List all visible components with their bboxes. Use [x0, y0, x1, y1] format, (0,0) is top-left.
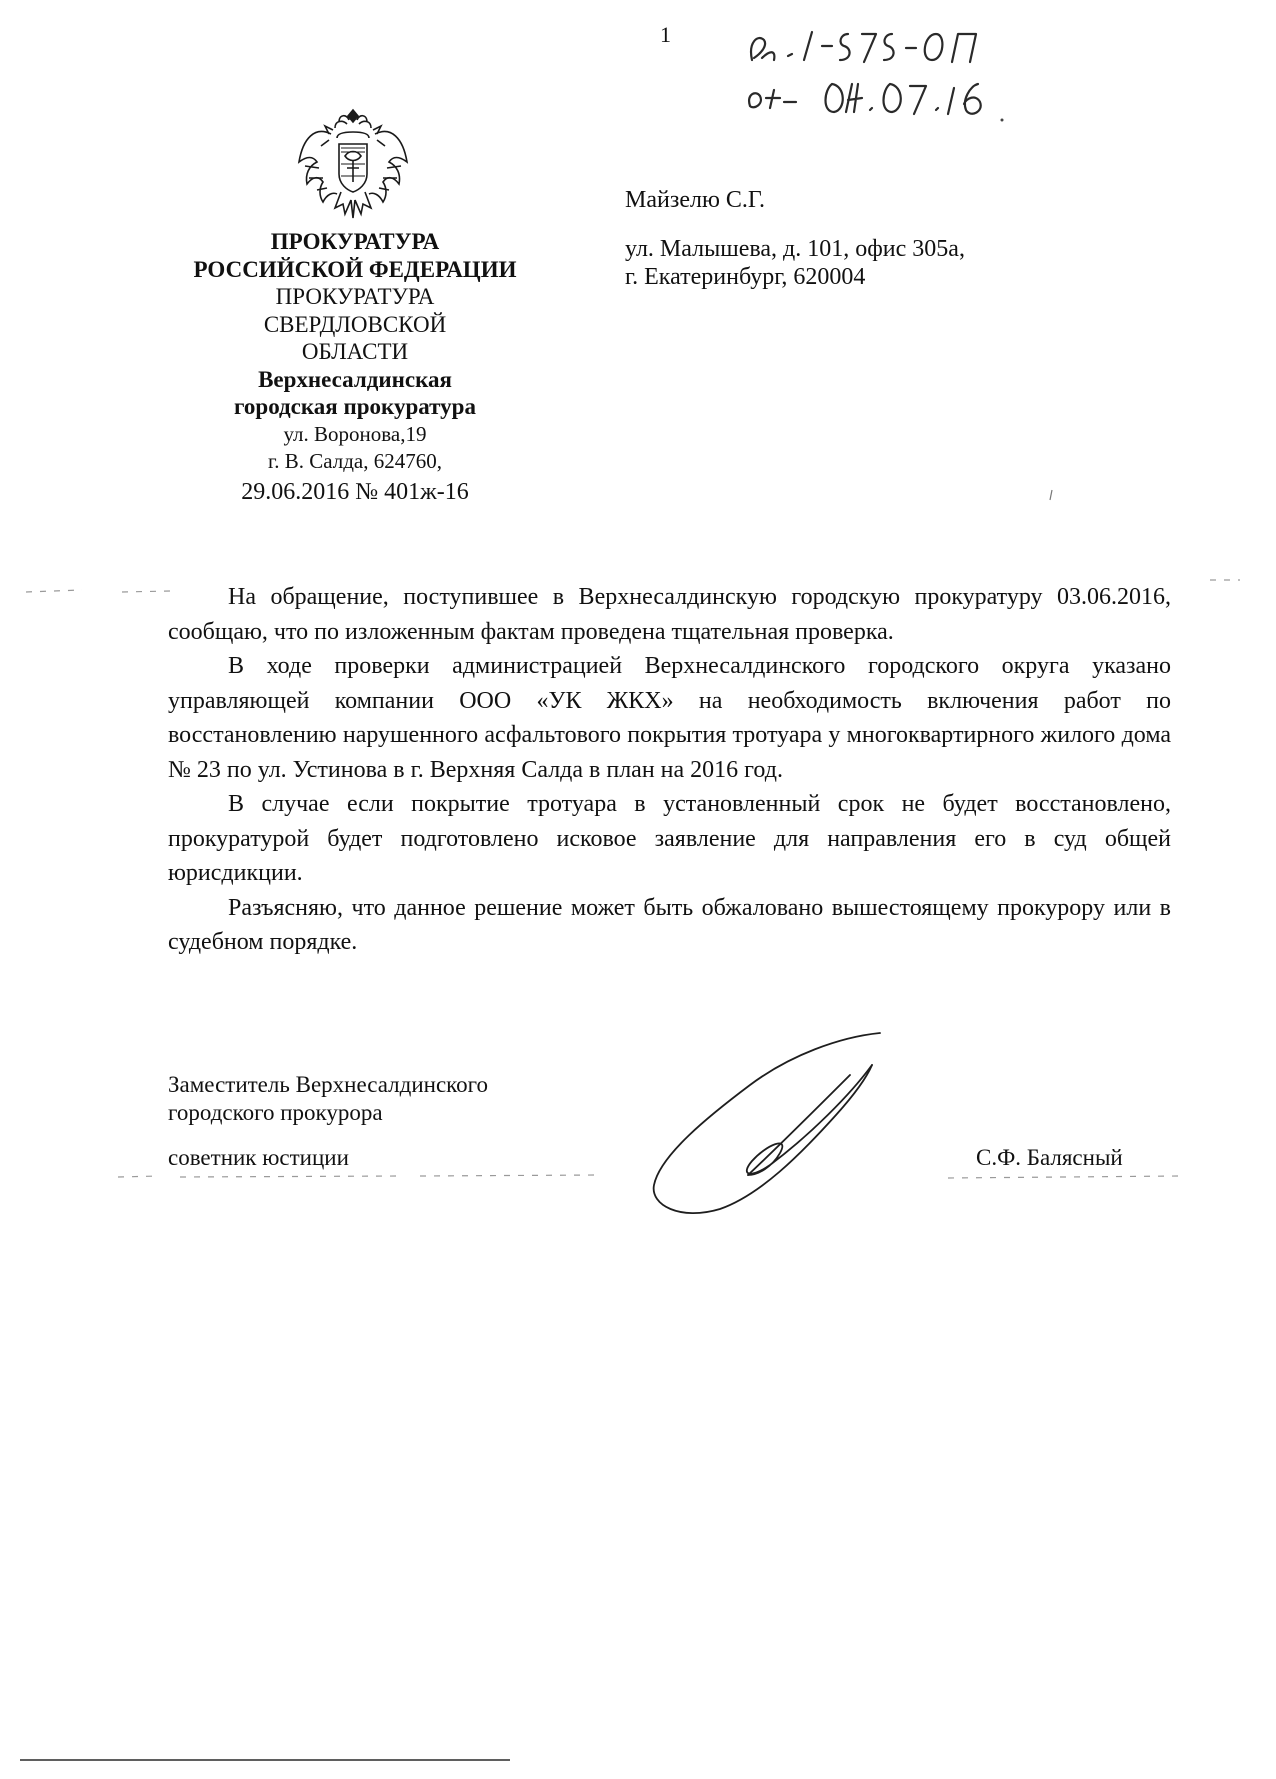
- signatory-name: С.Ф. Балясный: [976, 1145, 1123, 1170]
- signatory-title: [168, 1071, 488, 1127]
- issuer-block: [165, 228, 545, 506]
- registration-number: 29.06.2016 № 401ж-16: [241, 478, 469, 505]
- issuer-line-3: ПРОКУРАТУРА: [275, 284, 435, 309]
- page-number: 1: [660, 22, 671, 47]
- body-paragraph-1: На обращение, поступившее в Верхнесалдинскую городскую прокуратуру 03.06.2016, сообщаю, что по изложенным фактам проведена тщательная проверка.: [168, 584, 1171, 645]
- issuer-line-6: Верхнесалдинская: [258, 366, 452, 392]
- body-paragraph-4: Разъясняю, что данное решение может быть обжаловано вышестоящему прокурору или в судебном порядке.: [168, 894, 1171, 955]
- recipient-address-line-2: г. Екатеринбург, 620004: [625, 264, 866, 290]
- issuer-line-7: городская прокуратура: [234, 394, 476, 419]
- handwritten-registration-note: [740, 20, 1040, 130]
- letter-body: [168, 580, 1171, 960]
- recipient-address-line-1: ул. Малышева, д. 101, офис 305а,: [625, 236, 965, 262]
- issuer-line-2: РОССИЙСКОЙ ФЕДЕРАЦИИ: [193, 256, 517, 282]
- signatory-title-line-1: Заместитель Верхнесалдинского: [168, 1072, 489, 1097]
- issuer-city: г. В. Салда, 624760,: [268, 449, 442, 473]
- signatory-title-line-2: городского прокурора: [168, 1100, 383, 1125]
- recipient-name: Майзелю С.Г.: [625, 187, 766, 213]
- body-paragraph-3: В случае если покрытие тротуара в установленный срок не будет восстановлено, прокуратурой будет подготовлено исковое заявление для направления его в суд общей юрисдикции.: [168, 791, 1171, 886]
- signatory-rank: советник юстиции: [168, 1145, 349, 1170]
- recipient-block: [625, 186, 965, 291]
- issuer-street: ул. Воронова,19: [283, 421, 427, 446]
- coat-of-arms-emblem: [295, 104, 411, 222]
- issuer-line-4: СВЕРДЛОВСКОЙ: [263, 311, 447, 337]
- body-paragraph-2: В ходе проверки администрацией Верхнесалдинского городского округа указано управляющей компании ООО «УК ЖКХ» на необходимость включения работ по восстановлению нарушенного асфальтового покрытия тротуара у многоквартирного жилого дома № 23 по ул. Устинова в г. Верхняя Салда в план на 2016 год.: [168, 653, 1171, 783]
- handwritten-signature: [640, 1025, 900, 1225]
- issuer-line-1: ПРОКУРАТУРА: [270, 229, 440, 254]
- issuer-line-5: ОБЛАСТИ: [301, 339, 409, 364]
